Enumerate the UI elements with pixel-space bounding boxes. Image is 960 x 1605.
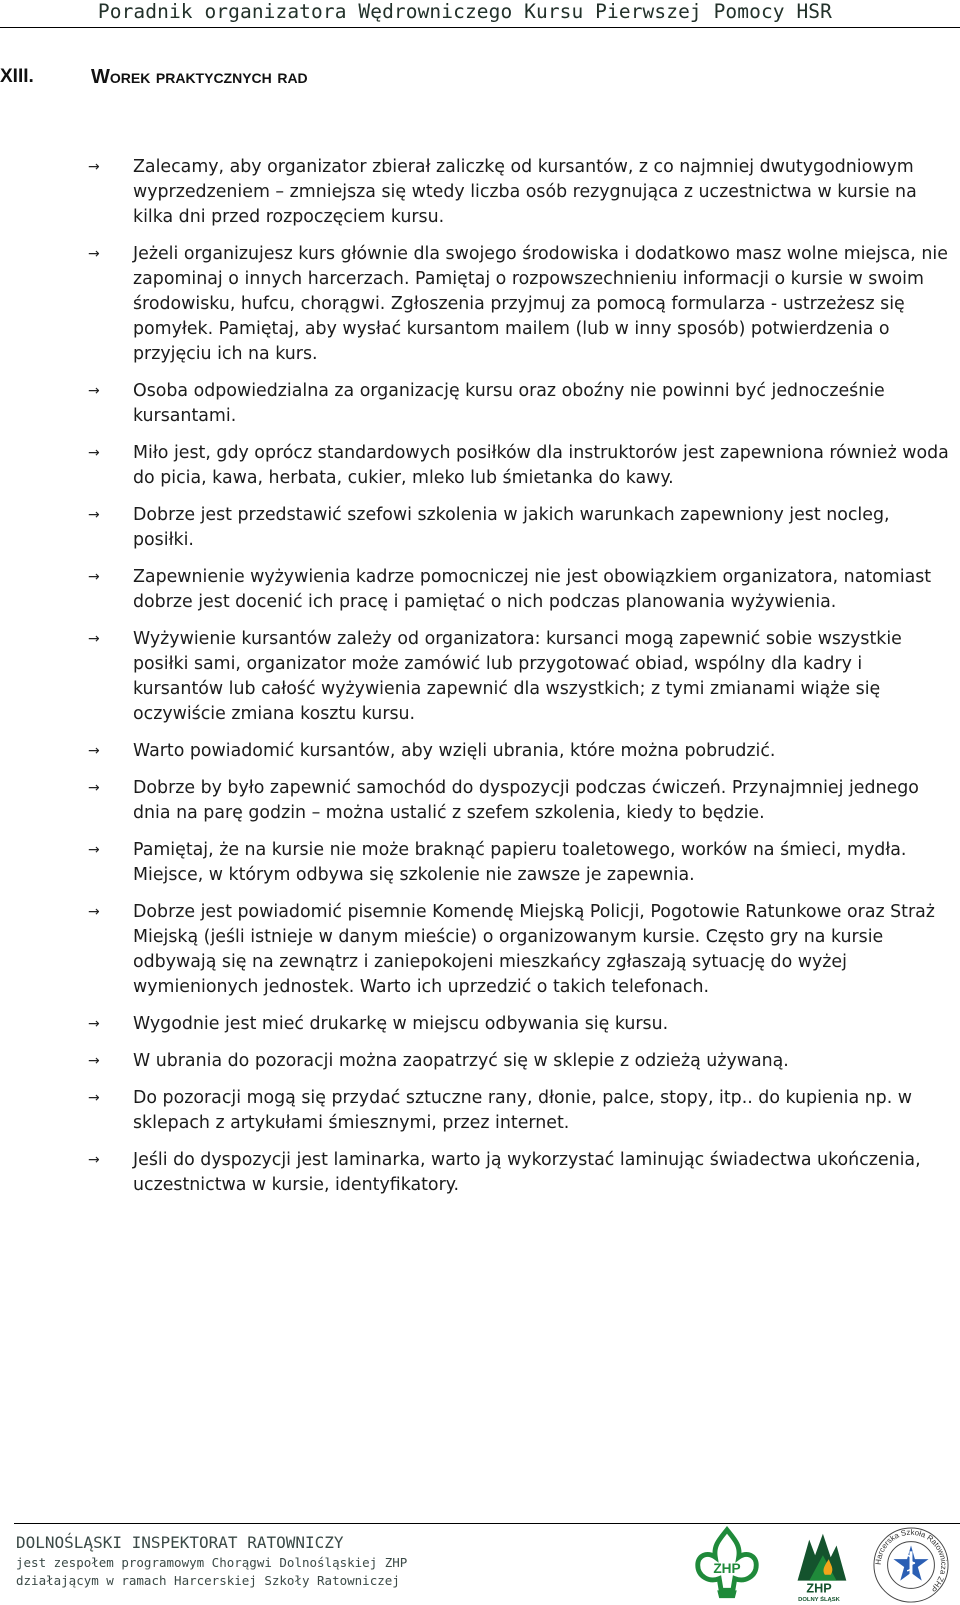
tip-text: Zapewnienie wyżywienia kadrze pomocniczej nie jest obowiązkiem organizatora, natomiast dobrze jest docenić ich pracę i pamiętać o nich podczas planowania wyżywienia. <box>133 567 932 612</box>
right-arrow-icon: → <box>88 1090 100 1106</box>
tip-item <box>0 776 960 826</box>
tip-text: W ubrania do pozoracji można zaopatrzyć się w sklepie z odzieżą używaną. <box>133 1051 789 1071</box>
tip-item <box>0 565 960 615</box>
footer-org-name: DOLNOŚLĄSKI INSPEKTORAT RATOWNICZY <box>16 1533 344 1552</box>
right-arrow-icon: → <box>88 743 100 759</box>
right-arrow-icon: → <box>88 631 100 647</box>
tip-item <box>0 155 960 230</box>
footer-desc-line-2: działającym w ramach Harcerskiej Szkoły Ratowniczej <box>16 1573 400 1588</box>
zhp-dolny-slask-text: ZHP <box>806 1581 832 1596</box>
tip-item <box>0 379 960 429</box>
right-arrow-icon: → <box>88 842 100 858</box>
tip-item <box>0 1049 960 1074</box>
tip-item <box>0 242 960 367</box>
zhp-dolny-slask-sub: DOLNY ŚLĄSK <box>798 1597 840 1604</box>
right-arrow-icon: → <box>88 159 100 175</box>
tip-text: Wyżywienie kursantów zależy od organizatora: kursanci mogą zapewnić sobie wszystkie posiłki sami, organizator może zamówić lub przygotować obiad, wspólny dla kadry i kursantów lub całość wyżywienia zapewnić dla wszystkich; z tymi zmianami wiąże się oczywiście zmiana kosztu kursu. <box>133 629 902 724</box>
tip-text: Wygodnie jest mieć drukarkę w miejscu odbywania się kursu. <box>133 1014 669 1034</box>
right-arrow-icon: → <box>88 383 100 399</box>
tip-text: Dobrze jest powiadomić pisemnie Komendę Miejską Policji, Pogotowie Ratunkowe oraz Straż Miejską (jeśli istnieje w danym mieście) o organizowanym kursie. Często gry na kursie odbywają się na zewnątrz i zaniepokojeni mieszkańcy zgłaszają sytuację do wyżej wymienionych jednostek. Warto ich uprzedzić o takich telefonach. <box>133 902 935 997</box>
tip-item <box>0 627 960 727</box>
tip-text: Dobrze by było zapewnić samochód do dyspozycji podczas ćwiczeń. Przynajmniej jednego dnia na parę godzin – można ustalić z szefem szkolenia, kiedy to będzie. <box>133 778 919 823</box>
zhp-lily-text: ZHP <box>713 1560 741 1576</box>
tip-text: Do pozoracji mogą się przydać sztuczne rany, dłonie, palce, stopy, itp.. do kupienia np. w sklepach z artykułami śmiesznymi, przez internet. <box>133 1088 912 1133</box>
tips-list <box>0 155 960 1210</box>
tip-text: Jeżeli organizujesz kurs głównie dla swojego środowiska i dodatkowo masz wolne miejsca, nie zapominaj o innych harcerzach. Pamiętaj o rozpowszechnieniu informacji o kursie w swoim środowisku, hufcu, chorągwi. Zgłoszenia przyjmuj za pomocą formularza - ustrzeżesz się pomyłek. Pamiętaj, aby wysłać kursantom mailem (lub w inny sposób) potwierdzenia o przyjęciu ich na kurs. <box>133 244 948 364</box>
tip-item <box>0 838 960 888</box>
tip-item <box>0 739 960 764</box>
right-arrow-icon: → <box>88 904 100 920</box>
tip-item <box>0 1148 960 1198</box>
right-arrow-icon: → <box>88 507 100 523</box>
header-title: Poradnik organizatora Wędrowniczego Kursu Pierwszej Pomocy HSR <box>97 0 832 23</box>
footer-text <box>16 1532 407 1590</box>
tip-item <box>0 1086 960 1136</box>
right-arrow-icon: → <box>88 1053 100 1069</box>
tip-item <box>0 503 960 553</box>
footer-desc-line-1: jest zespołem programowym Chorągwi Dolnośląskiej ZHP <box>16 1555 408 1570</box>
footer-logos <box>688 1525 950 1605</box>
tip-text: Warto powiadomić kursantów, aby wzięli ubrania, które można pobrudzić. <box>133 741 776 761</box>
zhp-lily-logo <box>688 1526 766 1604</box>
tip-text: Osoba odpowiedzialna za organizację kursu oraz oboźny nie powinni być jednocześnie kursantami. <box>133 381 885 426</box>
tip-text: Pamiętaj, że na kursie nie może braknąć papieru toaletowego, worków na śmieci, mydła. Miejsce, w którym odbywa się szkolenie nie zawsze je zapewnia. <box>133 840 907 885</box>
tip-text: Jeśli do dyspozycji jest laminarka, warto ją wykorzystać laminując świadectwa ukończenia, uczestnictwa w kursie, identyfikatory. <box>133 1150 921 1195</box>
footer-divider <box>14 1523 960 1524</box>
right-arrow-icon: → <box>88 1152 100 1168</box>
section-title: Worek praktycznych rad <box>91 66 308 88</box>
right-arrow-icon: → <box>88 445 100 461</box>
tip-text: Miło jest, gdy oprócz standardowych posiłków dla instruktorów jest zapewniona również woda do picia, kawa, herbata, cukier, mleko lub śmietanka do kawy. <box>133 443 949 488</box>
right-arrow-icon: → <box>88 1016 100 1032</box>
hsr-ring-logo <box>872 1526 950 1604</box>
hsr-ring-text: Harcerska Szkoła Ratownicza ZHP <box>873 1527 949 1594</box>
tip-item <box>0 1012 960 1037</box>
tip-text: Dobrze jest przedstawić szefowi szkolenia w jakich warunkach zapewniony jest nocleg, posiłki. <box>133 505 890 550</box>
right-arrow-icon: → <box>88 780 100 796</box>
page-header <box>0 0 960 28</box>
right-arrow-icon: → <box>88 569 100 585</box>
tip-item <box>0 441 960 491</box>
tip-text: Zalecamy, aby organizator zbierał zaliczkę od kursantów, z co najmniej dwutygodniowym wyprzedzeniem – zmniejsza się wtedy liczba osób rezygnująca z uczestnictwa w kursie na kilka dni przed rozpoczęciem kursu. <box>133 157 917 227</box>
tip-item <box>0 900 960 1000</box>
zhp-dolny-slask-logo <box>780 1526 858 1604</box>
right-arrow-icon: → <box>88 246 100 262</box>
section-number: XIII. <box>0 66 34 87</box>
